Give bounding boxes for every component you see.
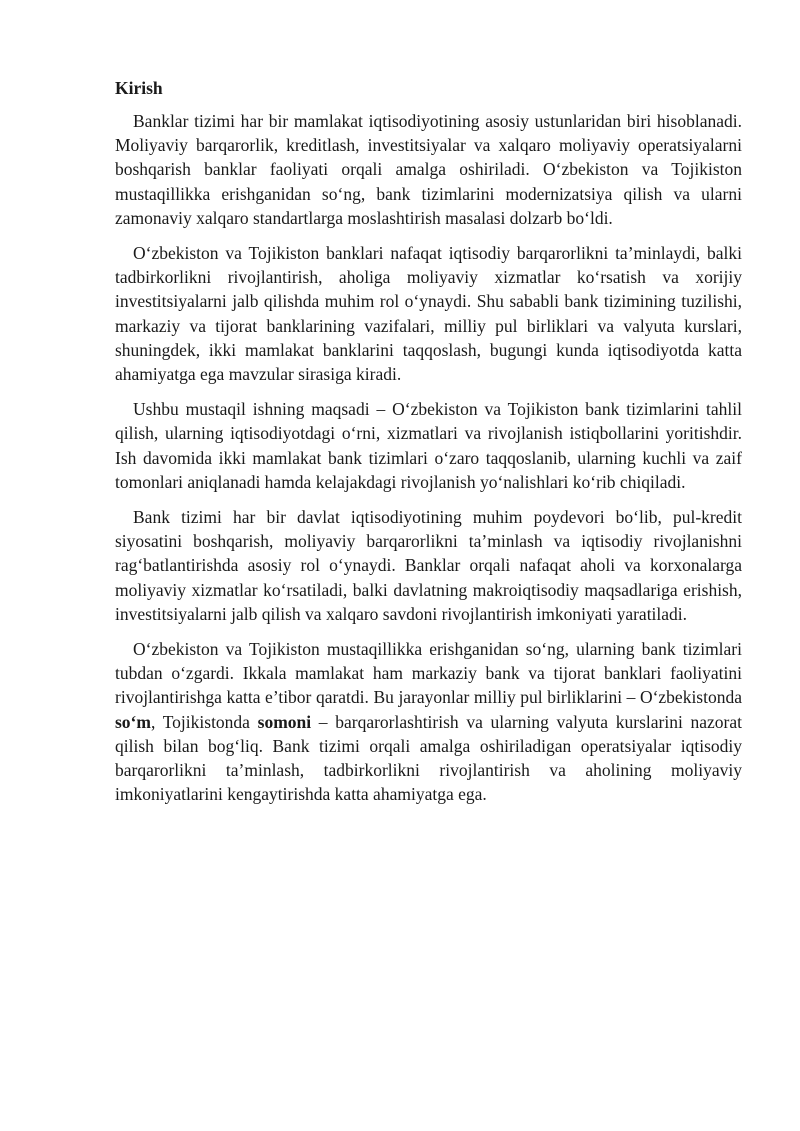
- paragraph-5-text-a: O‘zbekiston va Tojikiston mustaqillikka erishganidan so‘ng, ularning bank tizimlari tubdan o‘zgardi. Ikkala mamlakat ham markaziy bank va tijorat banklari faoliyatini rivojlantirishga katta e’tibor qaratdi. Bu jarayonlar milliy pul birliklarini – O‘zbekistonda: [115, 639, 742, 708]
- paragraph-5-text-c: – barqarorlashtirish va ularning valyuta kurslarini nazorat qilish bilan bog‘liq. Bank tizimi orqali amalga oshiriladigan operatsiyalar iqtisodiy barqarorlikni ta’minlash, tadbirkorlikni rivojlantirish va aholining moliyaviy imkoniyatlarini kengaytirishda katta ahamiyatga ega.: [115, 711, 742, 805]
- paragraph-5-text-b: , Tojikistonda: [150, 711, 258, 732]
- paragraph-3: Ushbu mustaqil ishning maqsadi – O‘zbekiston va Tojikiston bank tizimlarini tahlil qilish, ularning iqtisodiyotdagi o‘rni, xizmatlari va rivojlanish istiqbollarini yoritishdir. Ish davomida ikki mamlakat bank tizimlari o‘zaro taqqoslanib, ularning kuchli va zaif tomonlari aniqlanadi hamda kelajakdagi rivojlanish yo‘nalishlari ko‘rib chiqiladi.: [115, 399, 742, 492]
- document-page: [115, 76, 742, 817]
- section-heading: Kirish: [115, 78, 163, 98]
- paragraph-2: O‘zbekiston va Tojikiston banklari nafaqat iqtisodiy barqarorlikni ta’minlaydi, balki tadbirkorlikni rivojlantirish, aholiga moliyaviy xizmatlar ko‘rsatish va xorijiy investitsiyalarni jalb qilishda muhim rol o‘ynaydi. Shu sababli bank tizimining tuzilishi, markaziy va tijorat banklarining vazifalari, milliy pul birliklari va valyuta kurslari, shuningdek, ikki mamlakat banklarini taqqoslash, bugungi kunda iqtisodiyotda katta ahamiyatga ega mavzular sirasiga kiradi.: [115, 243, 742, 385]
- paragraph-4: Bank tizimi har bir davlat iqtisodiyotining muhim poydevori bo‘lib, pul-kredit siyosatini boshqarish, moliyaviy barqarorlikni ta’minlash va iqtisodiy rivojlanishni rag‘batlantirishda asosiy rol o‘ynaydi. Banklar orqali nafaqat aholi va korxonalarga moliyaviy xizmatlar ko‘rsatiladi, balki davlatning makroiqtisodiy maqsadlariga erishish, investitsiyalarni jalb qilish va xalqaro savdoni rivojlantirish imkoniyati yaratiladi.: [115, 507, 742, 624]
- paragraph-5: [115, 637, 742, 806]
- paragraph-1: Banklar tizimi har bir mamlakat iqtisodiyotining asosiy ustunlaridan biri hisoblanadi. Moliyaviy barqarorlik, kreditlash, investitsiyalar va xalqaro moliyaviy operatsiyalarni boshqarish banklar faoliyati orqali amalga oshiriladi. O‘zbekiston va Tojikiston mustaqillikka erishganidan so‘ng, bank tizimlarini modernizatsiya qilish va ularni zamonaviy xalqaro standartlarga moslashtirish masalasi dolzarb bo‘ldi.: [115, 111, 742, 228]
- currency-uzbekistan: so‘m: [115, 711, 151, 732]
- currency-tajikistan: somoni: [257, 711, 312, 732]
